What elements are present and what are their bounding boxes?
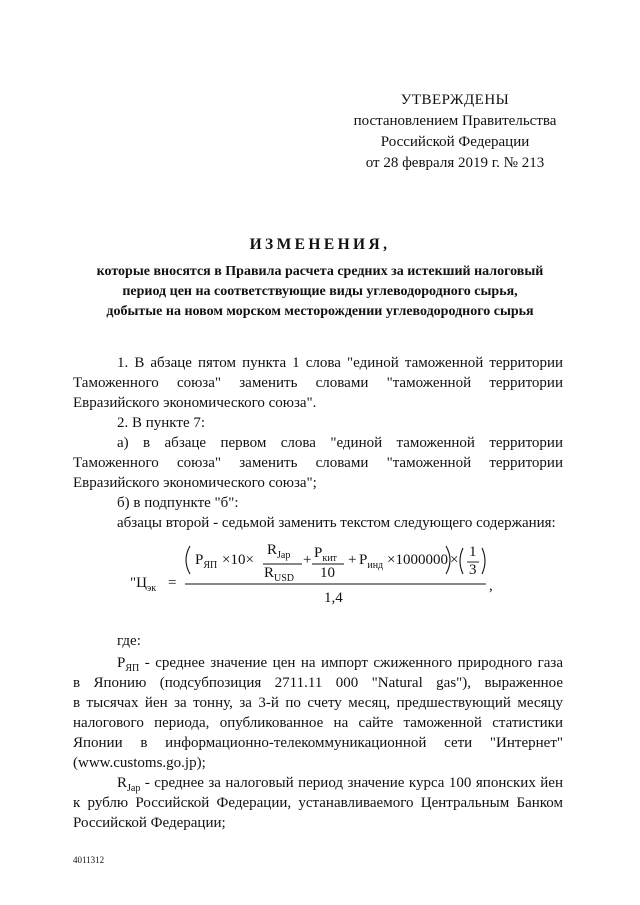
term-r-jap: $R_{Jap}$ xyxy=(117,775,141,794)
paragraph-line: Таможенного союза" заменить словами "таможенной территории xyxy=(73,375,563,391)
formula-times-million: ×1000000 xyxy=(387,552,448,568)
paragraph-line: налогового периода, опубликованное на сайте таможенной статистики xyxy=(73,715,563,731)
where-label: где: xyxy=(117,633,141,649)
paragraph-line: 2. В пункте 7: xyxy=(117,415,206,431)
paragraph-line: Японии в информационно-телекоммуникационной сети "Интернет" xyxy=(73,735,563,751)
formula-lhs: "$Ц_{эк}$ xyxy=(130,575,157,594)
formula-one: 1 xyxy=(469,544,477,560)
paragraph-line: Евразийского экономического союза"; xyxy=(73,475,317,491)
paragraph-line: Российской Федерации; xyxy=(73,815,226,831)
formula-times-10: ×10× xyxy=(222,552,254,568)
formula-p-kit: $P_{кит}$ xyxy=(314,545,337,564)
formula-r-jap: $R_{Jap}$ xyxy=(267,542,291,561)
definition-p-yap: $P_{ЯП}$ - среднее значение цен на импорт сжиженного природного газа xyxy=(117,655,563,674)
formula-plus: + xyxy=(303,552,312,568)
paragraph-line: 1. В абзаце пятом пункта 1 слова "единой таможенной территории xyxy=(117,355,563,371)
formula-plus: + xyxy=(348,552,357,568)
definition-r-jap: $R_{Jap}$ - среднее за налоговый период значение курса 100 японских йен xyxy=(117,775,563,794)
approval-line: Российской Федерации xyxy=(380,134,530,150)
approval-date-line: от 28 февраля 2019 г. № 213 xyxy=(365,155,545,171)
paragraph-line: к рублю Российской Федерации, устанавливаемого Центральным Банком xyxy=(73,795,563,811)
paragraph-line: в Японию (подсубпозиция 2711.11 000 "Natural gas"), выраженное xyxy=(73,675,563,691)
formula-comma: , xyxy=(489,578,493,594)
paragraph-line: а) в абзаце первом слова "единой таможенной территории xyxy=(117,435,563,451)
paragraph-line: б) в подпункте "б": xyxy=(117,495,239,511)
subtitle-line: которые вносятся в Правила расчета средних за истекший налоговый xyxy=(96,264,544,279)
formula-lines xyxy=(130,540,570,610)
document-code: 4011312 xyxy=(73,855,105,865)
formula-p-ind: $P_{инд}$ xyxy=(359,552,384,571)
formula-ten: 10 xyxy=(320,565,335,581)
subtitle-line: добытые на новом морском месторождении углеводородного сырья xyxy=(106,304,534,319)
paragraph-line: абзацы второй - седьмой заменить текстом следующего содержания: xyxy=(117,515,556,531)
formula-p-yap: $P_{ЯП}$ xyxy=(195,552,218,571)
paragraph-line: в тысячах йен за тонну, за 3-й по счету месяц, предшествующий месяцу xyxy=(73,695,563,711)
term-p-yap: $P_{ЯП}$ xyxy=(117,655,140,674)
paragraph-line: (www.customs.go.jp); xyxy=(73,755,206,771)
formula-denominator: 1,4 xyxy=(324,590,343,606)
document-title: ИЗМЕНЕНИЯ, xyxy=(249,236,391,253)
subtitle-line: период цен на соответствующие виды углеводородного сырья, xyxy=(122,284,518,299)
paragraph-line: Евразийского экономического союза". xyxy=(73,395,317,411)
approval-heading: УТВЕРЖДЕНЫ xyxy=(400,92,510,108)
formula-times: × xyxy=(450,552,459,568)
formula-three: 3 xyxy=(469,562,477,578)
price-formula xyxy=(130,540,570,610)
formula-r-usd: $R_{USD}$ xyxy=(264,565,295,584)
approval-line: постановлением Правительства xyxy=(353,113,557,129)
approval-block xyxy=(330,90,580,174)
document-subtitle xyxy=(60,262,580,322)
formula-equals: = xyxy=(168,575,177,591)
paragraph-line: Таможенного союза" заменить словами "таможенной территории xyxy=(73,455,563,471)
